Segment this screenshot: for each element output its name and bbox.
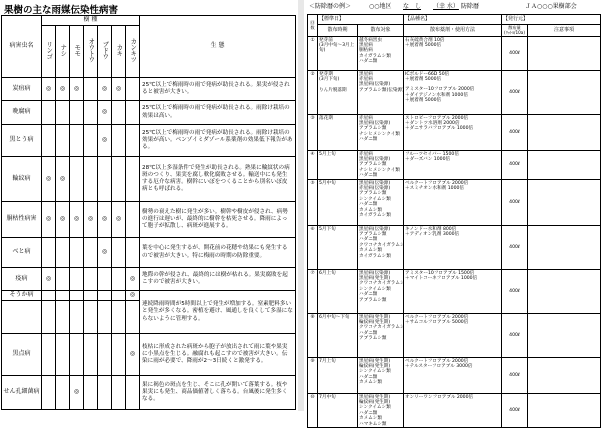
ecology-note: 果に褐色の斑点を生じ、そこに孔が開いて落葉する。枝や果実にも発生、商品価値著しく落ちる。台風後に発生多くなる。 [140,376,296,410]
target-item: アブラムシ類 [359,191,387,197]
occurrence-mark [112,267,126,290]
occurrence-mark [42,124,56,156]
target-item: アブラムシ類(伝染源) [359,87,404,93]
target-item: ナシヒメシンクイ類 [359,131,400,137]
target-item: シンクイムシ類 [359,405,391,411]
disease-row [2,101,296,124]
occurrence-mark: ◎ [70,78,84,101]
spray-row [308,314,601,358]
spray-notes [528,37,601,71]
spray-notes [528,270,601,314]
spray-calendar-page [307,0,600,427]
drug-item: ＋マイトコーネフロアブル 1000倍 [405,275,478,281]
spray-drugs [404,180,502,226]
occurrence-mark: ◎ [98,124,112,156]
occurrence-mark [70,301,84,333]
disease-name: 胴枯性病害 [2,201,42,238]
occurrence-mark: ◎ [56,201,70,238]
occurrence-mark [84,333,98,376]
spray-notes [528,314,601,358]
drug-item: ＋ダントツ水溶剤 2000倍 [405,120,460,126]
target-item: 輪紋病(発生期) [359,399,391,405]
target-item: ハダニ類 [359,59,378,65]
calendar-header [307,1,600,13]
occurrence-mark: ◎ [42,201,56,238]
drug-item: ICボルドー66D 50倍 [405,71,450,77]
occurrence-mark [70,333,84,376]
occurrence-mark: ◎ [56,157,70,202]
occurrence-mark: ◎ [42,267,56,290]
disease-row [2,267,296,290]
spray-number: ⑧ [308,314,318,358]
spray-drugs [404,270,502,314]
col-amount: 散布量 (ﾘｯﾄﾙ/10a) [502,25,528,37]
spray-drugs [404,394,502,428]
target-item: クワコナカイガラムシ [359,281,405,287]
occurrence-mark: ◎ [112,78,126,101]
spray-time: 7月中旬 [318,394,358,428]
occurrence-mark [112,157,126,202]
occurrence-mark [56,124,70,156]
target-item: 黒星病(伝染源) [359,226,391,232]
target-item: 黒星病 [359,71,373,77]
spray-targets [358,115,404,151]
disease-name: 炭疽病 [2,78,42,101]
target-item: ハマキムシ類 [359,421,387,427]
disease-name [2,301,42,333]
drug-item: ＋ダイアジノン水和剤 1000倍 [405,92,468,98]
variety-label: （幸 水） [433,3,459,10]
spray-row [308,71,601,115]
occurrence-mark: ◎ [112,201,126,238]
disease-table [1,15,296,410]
spray-time: 7月上旬 [318,358,358,394]
spray-targets [358,151,404,180]
target-item: 黒星病(発生期) [359,358,391,364]
crop-header: カキ [112,26,126,78]
disease-name: そうか病 [2,291,42,301]
spray-time: 5月上旬 [318,151,358,180]
col-drugs: 散布薬剤・使用方法 [404,25,502,37]
drug-item: ストロビーフロアブル 2000倍 [405,115,469,121]
occurrence-mark [84,267,98,290]
target-item: 越冬病害虫 [359,37,382,43]
spray-time: 発芽前 (3月中旬～3月上旬) [318,37,358,71]
spray-drugs [404,71,502,115]
spray-time: 5月中旬 [318,180,358,226]
spray-amount: 400ℓ [502,270,528,314]
spray-time: 落花期 [318,115,358,151]
occurrence-mark [126,78,140,101]
spray-number: ④ [308,151,318,180]
target-item: カメムシ類 [359,248,382,254]
drug-item: 石灰硫黄合剤 10倍 [405,37,445,43]
ecology-note: 地際の幹が侵され、最終的には樹が枯れる。果実腐敗を起こすので被害が大きい。 [140,267,296,290]
occurrence-mark: ◎ [56,78,70,101]
target-item: 黒星病(伝染源) [359,82,391,88]
target-item: ハダニ類 [359,410,378,416]
target-item: ハダニ類 [359,202,378,208]
target-item: 黒星病(発生期) [359,275,391,281]
drug-item: ベルクートフロアブル 2000倍 [405,180,469,186]
crop-header: リンゴ [42,26,56,78]
disease-row [2,238,296,267]
occurrence-mark [112,376,126,410]
spray-drugs [404,115,502,151]
spray-drugs [404,151,502,180]
occurrence-mark [42,291,56,301]
occurrence-mark [56,333,70,376]
spray-drugs [404,314,502,358]
spray-notes [528,115,601,151]
disease-page [0,0,296,411]
spray-table [307,14,601,428]
drug-item: ＋ダニサラバフロアブル 1000倍 [405,126,474,132]
ecology-note: 樹勢の衰えた樹に発生が多い。樹幹や樹皮が侵され、病勢の進行は遅いが、最終的に樹幹を枯死させる。降雨によって胞子が拡散し、病斑が進展する。 [140,201,296,238]
spray-amount: 400ℓ [502,115,528,151]
spray-row [308,151,601,180]
spray-notes [528,358,601,394]
occurrence-mark [42,376,56,410]
spray-amount: 400ℓ [502,226,528,270]
ecology-note: 枝枯に形成された病斑から胞子が放出されて雨に葉や果実に小黒点を生じる。融腐れも起こすので被害が大きい。伝染に雨が必要で、降雨が2～3日続くと激発する。 [140,333,296,376]
drug-item: ＋展着剤 5000倍 [405,76,442,82]
target-item: アブラムシ類 [359,162,387,168]
target-item: 赤星病(伝染源) [359,185,391,191]
disease-row [2,333,296,376]
col-count: 回数 [308,15,318,37]
disease-row [2,78,296,101]
spray-number: ⑨ [308,358,318,394]
spray-row [308,270,601,314]
occurrence-mark [126,201,140,238]
occurrence-mark: ◎ [98,78,112,101]
occurrence-mark [126,376,140,410]
spray-time: 6月上旬 [318,270,358,314]
occurrence-mark [84,101,98,124]
ecology-note: 25℃以上で梅雨時の雨で発病が助長される。雨除け栽培の効果が高い。ベンゾイミダゾール系薬剤の効果低下報告がある。 [140,124,296,156]
spray-targets [358,394,404,428]
crop-header: モモ [70,26,84,78]
spray-time: 5月下旬 [318,226,358,270]
target-item: ハダニ類 [359,374,378,380]
spray-drugs [404,226,502,270]
drug-item: ＋テルスターフロアブル 3000倍 [405,363,473,369]
occurrence-mark [112,101,126,124]
drug-item: ＋展着剤 5000倍 [405,98,442,104]
occurrence-mark [42,101,56,124]
target-item: 黒星病(伝染源) [359,156,391,162]
occurrence-mark [70,157,84,202]
spray-notes [528,226,601,270]
ecology-note: 28℃以上多湿条件で発生が助長される。熟果に輪紋状の病斑のつくり、果実を腐し軟化腐敗させる。輸送中にも発生する厄介な病害。樹幹にいぼをつくることから別名いぼ皮病とも呼ばれる。 [140,157,296,202]
spray-drugs [404,358,502,394]
drug-item: ＋サムコルフロアブル 5000倍 [405,319,469,325]
spray-targets [358,358,404,394]
ecology-note: 連続降雨時間が5時間以上で発生が増加する。窒素肥料多いと発生が多くなる。密植を避け、風通しを良くして多湿にならないように管理する。 [140,291,296,334]
occurrence-mark [126,301,140,333]
occurrence-mark: ◎ [126,267,140,290]
target-item: カメムシ類 [359,380,382,386]
spray-time: 6月中旬～下旬 [318,314,358,358]
occurrence-mark [98,333,112,376]
spray-notes [528,394,601,428]
occurrence-mark [70,124,84,156]
target-item: シンクイムシ類 [359,286,391,292]
drug-item: ＋アディオン乳剤 3000倍 [405,231,460,237]
spray-targets [358,226,404,270]
occurrence-mark [56,301,70,333]
occurrence-mark: ◎ [42,78,56,101]
spray-number: ② [308,71,318,115]
target-item: 黒星病 [359,42,373,48]
spray-time: 発芽期 (3月下旬) りん片脱落期 [318,71,358,115]
drug-item: アミスター10フロアブル 1500倍 [405,270,475,276]
spray-row [308,115,601,151]
disease-name: 黒点病 [2,333,42,376]
target-item: クワコナカイガラムシ [359,242,405,248]
disease-name: せん孔細菌病 [2,376,42,410]
spray-number: ⑦ [308,270,318,314]
ecology-note: 25℃以上で梅雨時の雨で発病が助長される。果実が侵されると被害が大きい。 [140,78,296,101]
target-item: カイガラムシ類 [359,212,391,218]
disease-row [2,291,296,301]
occurrence-mark [126,101,140,124]
occurrence-mark [126,238,140,267]
target-item: ハダニ類 [359,292,378,298]
disease-name: べと病 [2,238,42,267]
region-label: ○○地区 [369,3,392,10]
crop-group-header: 樹 種 [42,16,140,26]
page-title: 果樹の主な雨媒伝染性病害 [4,5,119,16]
disease-row [2,157,296,202]
spray-row [308,394,601,428]
drug-item: ＋ダーズバン 1000倍 [405,156,451,162]
occurrence-mark: ◎ [84,201,98,238]
occurrence-mark [98,376,112,410]
occurrence-mark: ◎ [98,238,112,267]
ecology-note: 25℃以上で梅雨時の雨で発病が助長される。雨除け栽培の効果は高い。 [140,101,296,124]
target-item: 輪紋病(発生期) [359,319,391,325]
occurrence-mark [56,291,70,301]
target-item: 赤星病 [359,115,373,121]
crop-header: ブドウ [98,26,112,78]
spray-notes [528,180,601,226]
target-item: ハダニ類 [359,237,378,243]
occurrence-mark [98,267,112,290]
occurrence-mark: ◎ [42,157,56,202]
spray-targets [358,71,404,115]
spray-row [308,37,601,71]
target-item: 輪紋病(発生期) [359,363,391,369]
spray-amount: 400ℓ [502,180,528,226]
disease-row [2,124,296,156]
target-item: 黒星病(伝染源) [359,120,391,126]
occurrence-mark [112,238,126,267]
spray-notes [528,151,601,180]
target-item: ハダニ類 [359,137,378,143]
disease-row [2,376,296,410]
occurrence-mark [56,376,70,410]
occurrence-mark: ◎ [98,201,112,238]
occurrence-mark [84,157,98,202]
product-label: 【品種名】 [404,15,502,25]
target-item: 黒星病(発生期) [359,394,391,400]
issue-label: 【発行元】 [502,15,601,25]
target-item: ハダニ類 [359,330,378,336]
occurrence-mark [56,101,70,124]
occurrence-mark [112,124,126,156]
spray-targets [358,270,404,314]
spray-targets [358,180,404,226]
target-label: 【標準日】 [318,15,404,25]
target-item: クワコナカイガラムシ [359,325,405,331]
example-caption: ＜防除暦の例＞ [309,3,352,10]
spray-number: ⑥ [308,226,318,270]
spray-row [308,358,601,394]
occurrence-mark: ◎ [126,291,140,301]
col-time: 散布時期 [318,25,358,37]
disease-name: 輪紋病 [2,157,42,202]
spray-drugs [404,37,502,71]
spray-amount: 400ℓ [502,71,528,115]
disease-name: 晩腐病 [2,101,42,124]
target-item: カメムシ類 [359,207,382,213]
page-spine [298,0,304,411]
drug-item: ＋展着剤 5000倍 [405,42,442,48]
occurrence-mark [84,78,98,101]
occurrence-mark [56,267,70,290]
occurrence-mark [84,238,98,267]
occurrence-mark [42,301,56,333]
ecology-header: 生 態 [140,16,296,78]
occurrence-mark [42,333,56,376]
ecology-note: 葉を中心に発生するが、開花前の花穂や幼果にも発生するので被害が大きい。特に梅雨の時期の防除重要。 [140,238,296,267]
drug-item: ベルクートフロアブル 2000倍 [405,358,469,364]
occurrence-mark [112,301,126,333]
drug-item: アミスター10フロアブル 2000倍 [405,87,475,93]
occurrence-mark [126,157,140,202]
spray-row [308,180,601,226]
occurrence-mark [98,301,112,333]
spray-number: ⑩ [308,394,318,428]
target-item: アブラムシ類 [359,126,387,132]
target-item: ハダニ類 [359,173,378,179]
plan-label: 防除暦 [461,3,480,10]
org-label: ＪＡ○○○果樹部会 [525,3,577,10]
target-item: アブラムシ類 [359,231,387,237]
crop-header: カンキツ [126,26,140,78]
spray-row [308,226,601,270]
spray-amount: 400ℓ [502,394,528,428]
spray-number: ③ [308,115,318,151]
crop-header: ナシ [56,26,70,78]
occurrence-mark: ◎ [98,101,112,124]
spray-number: ① [308,37,318,71]
drug-item: フルーツセイバー 1500倍 [405,151,459,157]
disease-name: 黒とう病 [2,124,42,156]
disease-header: 病害虫名 [2,16,42,78]
target-item: シンクイムシ類 [359,369,391,375]
spray-targets [358,314,404,358]
occurrence-mark [84,124,98,156]
target-item: 黒星病(発生期) [359,314,391,320]
disease-row [2,201,296,238]
target-item: アブラムシ類 [359,336,387,342]
col-notes: 注意事項 [528,25,601,37]
occurrence-mark [112,333,126,376]
spray-targets [358,37,404,71]
target-item: 赤星病 [359,151,373,157]
target-item: カメムシ類 [359,416,382,422]
spray-amount: 400ℓ [502,358,528,394]
occurrence-mark [84,301,98,333]
drug-item: ベルクートフロアブル 2000倍 [405,314,469,320]
spray-number: ⑤ [308,180,318,226]
target-item: 赤星病 [359,76,373,82]
drug-item: キノンドー水和剤 800倍 [405,226,457,232]
occurrence-mark [84,291,98,301]
occurrence-mark [112,291,126,301]
spray-amount: 400ℓ [502,151,528,180]
drug-item: オンリーワンフロアブル 2000倍 [405,394,474,400]
spray-amount: 400ℓ [502,314,528,358]
target-item: 黒星病(伝染源) [359,180,391,186]
target-item: カイガラムシ類 [359,53,391,59]
occurrence-mark [70,267,84,290]
occurrence-mark: ◎ [70,376,84,410]
occurrence-mark [84,376,98,410]
occurrence-mark [70,291,84,301]
spray-notes [528,71,601,115]
crop-header: オウトウ [84,26,98,78]
col-target: 散布対象 [358,25,404,37]
crop-label: な し [403,3,422,10]
occurrence-mark: ◎ [126,333,140,376]
occurrence-mark [70,101,84,124]
occurrence-mark [56,238,70,267]
target-item: アブラムシ類 [359,297,387,303]
occurrence-mark [98,157,112,202]
drug-item: ＋スミチオン水和剤 1000倍 [405,185,465,191]
target-item: カイガラムシ類 [359,253,391,259]
disease-name: 疫病 [2,267,42,290]
target-item: 胴枯病 [359,48,373,54]
occurrence-mark [70,238,84,267]
target-item: シンクイムシ類 [359,196,391,202]
target-item: 黒星病(伝染源) [359,270,391,276]
occurrence-mark [42,238,56,267]
occurrence-mark: ◎ [70,201,84,238]
occurrence-mark [126,124,140,156]
spray-amount: 400ℓ [502,37,528,71]
occurrence-mark [98,291,112,301]
target-item: ナシヒメシンクイ類 [359,167,400,173]
